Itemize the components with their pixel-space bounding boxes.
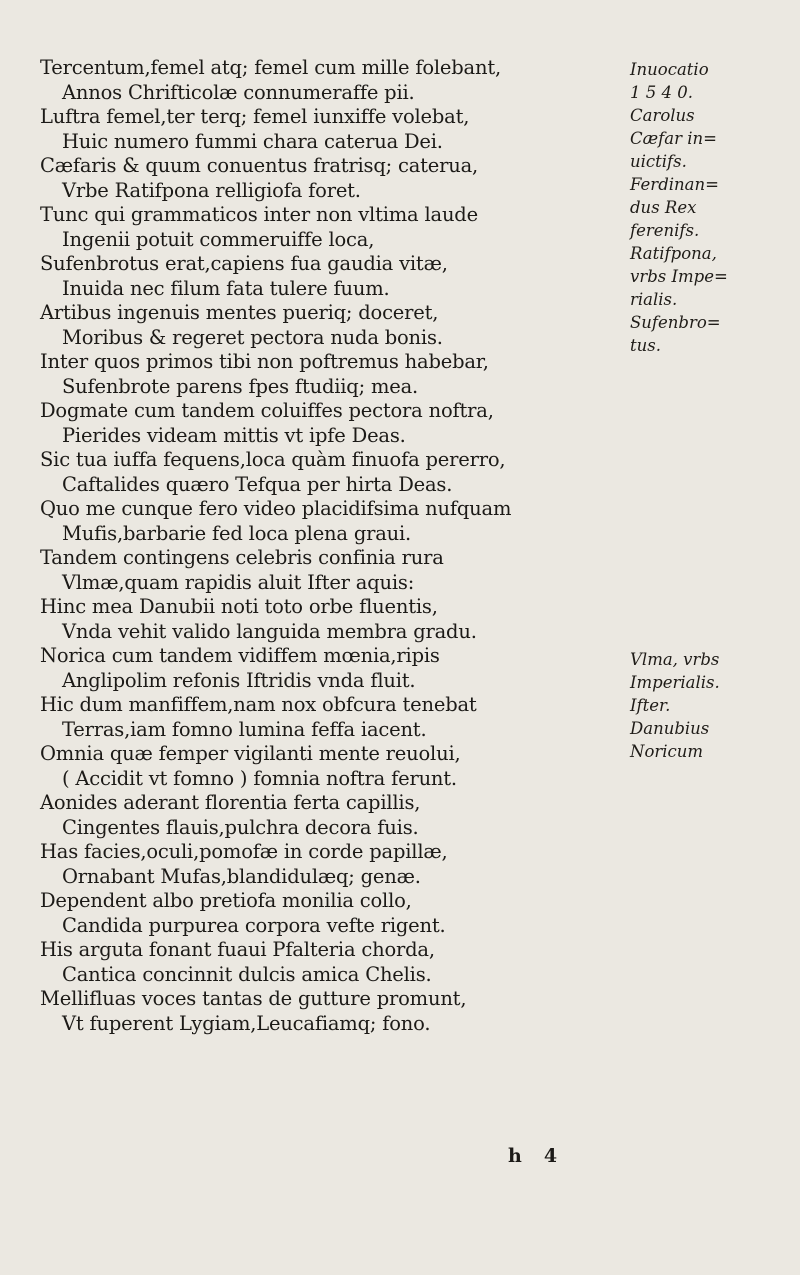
poem-line: Aonides aderant florentia ferta capillis, — [40, 791, 421, 814]
poem-line: Dogmate cum tandem coluiffes pectora noftra, — [40, 399, 494, 422]
margin-note: dus Rex — [630, 198, 697, 217]
poem-line: Caftalides quæro Tefqua per hirta Deas. — [62, 472, 453, 496]
poem-line: Artibus ingenuis mentes pueriq; doceret, — [40, 301, 439, 324]
poem-line: Vlmæ,quam rapidis aluit Ifter aquis: — [62, 570, 415, 594]
margin-note: Ferdinan= — [630, 175, 719, 194]
margin-note: Sufenbro= — [630, 313, 721, 332]
poem-line: Ornabant Mufas,blandidulæq; genæ. — [62, 864, 421, 888]
margin-notes-lower — [630, 648, 800, 763]
poem-line: Cantica concinnit dulcis amica Chelis. — [62, 962, 432, 986]
poem-line: Candida purpurea corpora vefte rigent. — [62, 913, 446, 937]
poem-line: Inter quos primos tibi non poftremus habebar, — [40, 350, 489, 373]
margin-note: tus. — [630, 336, 661, 355]
poem-line: Has facies,oculi,pomofæ in corde papillæ, — [40, 840, 448, 863]
poem-line: Huic numero fummi chara caterua Dei. — [62, 129, 443, 153]
poem-line: Tunc qui grammaticos inter non vltima laude — [40, 203, 478, 226]
poem-line: Sic tua iuffa fequens,loca quàm finuofa pererro, — [40, 448, 506, 471]
signature-number: 4 — [543, 1145, 558, 1167]
poem-line: ( Accidit vt fomno ) fomnia noftra ferunt. — [62, 766, 457, 790]
poem-line: Norica cum tandem vidiffem mœnia,ripis — [40, 644, 440, 667]
margin-note: Imperialis. — [630, 673, 720, 692]
poem-line: Cingentes flauis,pulchra decora fuis. — [62, 815, 419, 839]
poem-line: Hic dum manfiffem,nam nox obfcura tenebat — [40, 693, 477, 716]
margin-note: rialis. — [630, 290, 678, 309]
poem-text — [40, 56, 600, 1036]
poem-line: Vnda vehit valido languida membra gradu. — [62, 619, 477, 643]
margin-note: Carolus — [630, 106, 695, 125]
poem-line: Sufenbrotus erat,capiens fua gaudia vitæ, — [40, 252, 448, 275]
margin-note: ferenifs. — [630, 221, 700, 240]
poem-line: Dependent albo pretiofa monilia collo, — [40, 889, 412, 912]
signature-letter: h — [508, 1145, 522, 1167]
poem-line: Mufis,barbarie fed loca plena graui. — [62, 521, 412, 545]
poem-line: Tercentum,femel atq; femel cum mille folebant, — [40, 56, 501, 79]
poem-line: Sufenbrote parens fpes ftudiiq; mea. — [62, 374, 419, 398]
margin-note: Vlma, vrbs — [630, 650, 720, 669]
margin-note: Noricum — [630, 742, 704, 761]
margin-note: vrbs Impe= — [630, 267, 728, 286]
poem-line: Pierides videam mittis vt ipfe Deas. — [62, 423, 406, 447]
margin-note: Cæfar in= — [630, 129, 717, 148]
poem-line: Annos Chrifticolæ connumeraffe pii. — [62, 80, 415, 104]
poem-line: Terras,iam fomno lumina feffa iacent. — [62, 717, 427, 741]
signature-mark — [508, 1145, 557, 1167]
margin-note: Danubius — [630, 719, 710, 738]
margin-note: uictifs. — [630, 152, 687, 171]
poem-line: Hinc mea Danubii noti toto orbe fluentis, — [40, 595, 438, 618]
margin-notes-upper — [630, 58, 800, 357]
poem-line: Quo me cunque fero video placidifsima nufquam — [40, 497, 512, 520]
poem-line: Anglipolim refonis Iftridis vnda fluit. — [62, 668, 416, 692]
poem-line: Moribus & regeret pectora nuda bonis. — [62, 325, 443, 349]
poem-line: Mellifluas voces tantas de gutture promunt, — [40, 987, 467, 1010]
poem-line: Luftra femel,ter terq; femel iunxiffe volebat, — [40, 105, 470, 128]
poem-line: Vrbe Ratifpona relligiofa foret. — [62, 178, 361, 202]
poem-line: His arguta fonant fuaui Pfalteria chorda, — [40, 938, 435, 961]
poem-line: Cæfaris & quum conuentus fratrisq; caterua, — [40, 154, 479, 177]
margin-note: Ratifpona, — [630, 244, 717, 263]
poem-line: Inuida nec filum fata tulere fuum. — [62, 276, 390, 300]
margin-note: 1 5 4 0. — [630, 83, 693, 102]
margin-note: Inuocatio — [630, 60, 709, 79]
poem-line: Tandem contingens celebris confinia rura — [40, 546, 444, 569]
margin-note: Ifter. — [630, 696, 671, 715]
poem-line: Ingenii potuit commeruiffe loca, — [62, 227, 375, 251]
poem-line: Vt fuperent Lygiam,Leucafiamq; fono. — [62, 1011, 431, 1035]
poem-line: Omnia quæ femper vigilanti mente reuolui, — [40, 742, 461, 765]
